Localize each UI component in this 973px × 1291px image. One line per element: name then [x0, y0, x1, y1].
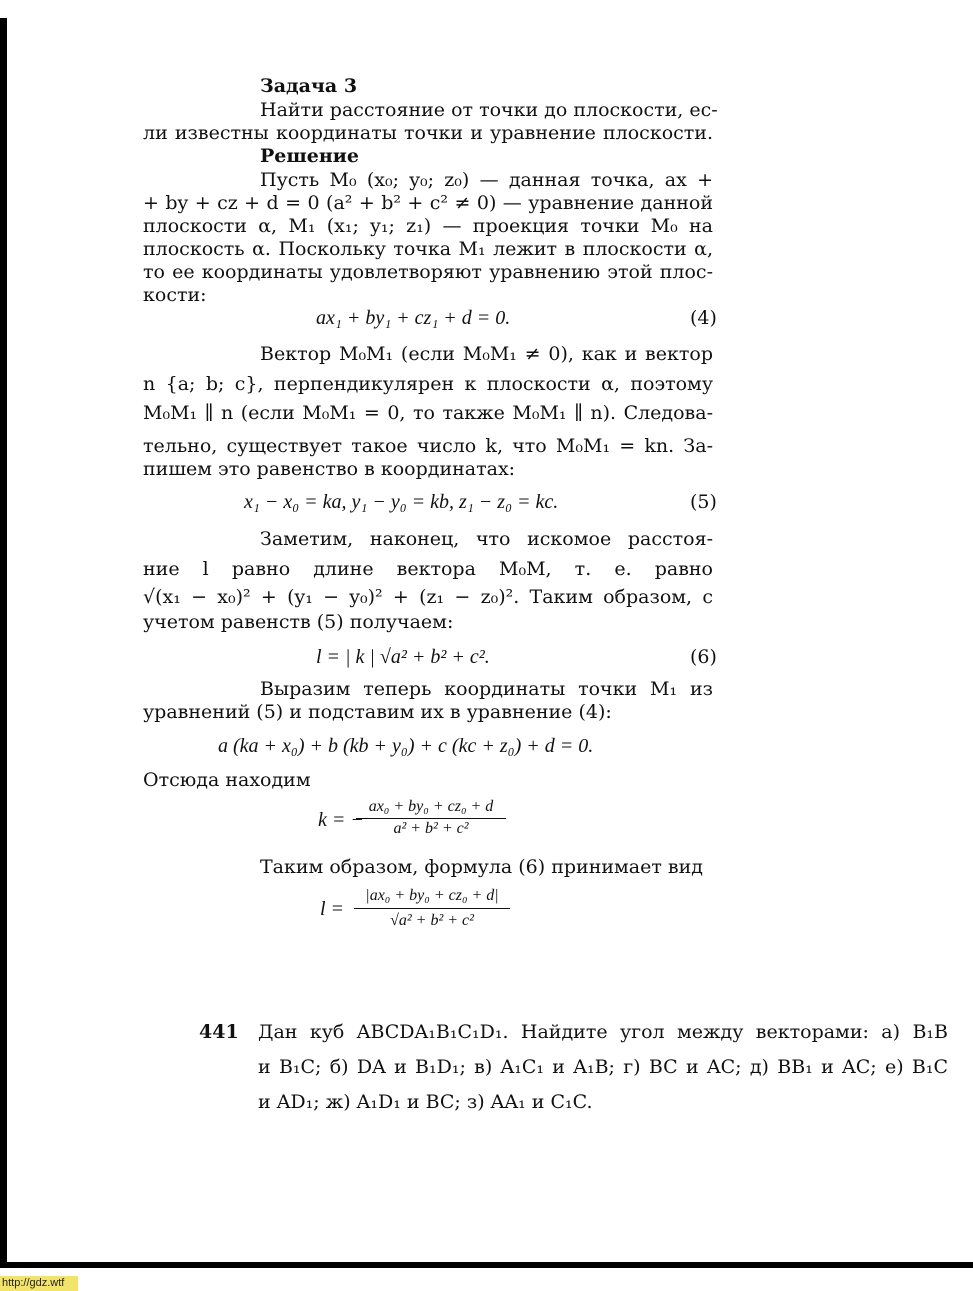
- watermark-link[interactable]: http://gdz.wtf: [0, 1276, 78, 1291]
- task-text-line: √(x₁ − x₀)² + (y₁ − y₀)² + (z₁ − z₀)². Таким образом, с: [143, 586, 713, 608]
- task-text-line: M₀M₁ ∥ n (если M₀M₁ = 0, то также M₀M₁ ∥ n). Следова-: [143, 402, 713, 424]
- task-text-line: то ее координаты удовлетворяют уравнению этой плос-: [143, 261, 713, 283]
- l-formula-lhs: l =: [320, 898, 345, 920]
- task-text-line: ли известны координаты точки и уравнение плоскости.: [143, 122, 713, 144]
- scan-left-border: [0, 18, 7, 1268]
- equation-5-number: (5): [690, 491, 717, 513]
- task-text-line: Отсюда находим: [143, 769, 311, 791]
- k-formula-fraction-bar: [356, 818, 506, 819]
- problem-text-line: Дан куб ABCDA₁B₁C₁D₁. Найдите угол между векторами: а) B₁B: [258, 1021, 948, 1043]
- task-text-line: Найти расстояние от точки до плоскости, ес-: [260, 99, 718, 121]
- equation-4: ax₁ + by₁ + cz₁ + d = 0.: [316, 307, 511, 329]
- task-text-line: пишем это равенство в координатах:: [143, 458, 516, 480]
- problem-text-line: и B₁C; б) DA и B₁D₁; в) A₁C₁ и A₁B; г) BC и AC; д) BB₁ и AC; е) B₁C: [258, 1056, 948, 1078]
- task-title: Задача 3: [260, 75, 358, 97]
- task-text-line: Выразим теперь координаты точки M₁ из: [260, 678, 713, 700]
- scan-bottom-border: [0, 1262, 973, 1268]
- task-text-line: плоскость α. Поскольку точка M₁ лежит в плоскости α,: [143, 238, 713, 260]
- task-text-line: плоскости α, M₁ (x₁; y₁; z₁) — проекция точки M₀ на: [143, 215, 713, 237]
- equation-6-number: (6): [690, 646, 717, 668]
- equation-5: x₁ − x₀ = ka, y₁ − y₀ = kb, z₁ − z₀ = kc.: [244, 491, 559, 513]
- problem-number: 441: [199, 1021, 239, 1043]
- task-text-line: тельно, существует такое число k, что M₀M₁ = kn. За-: [143, 435, 713, 457]
- task-text-line: Пусть M₀ (x₀; y₀; z₀) — данная точка, ax +: [260, 169, 713, 191]
- task-text-line: + by + cz + d = 0 (a² + b² + c² ≠ 0) — уравнение данной: [143, 192, 713, 214]
- problem-text-line: и AD₁; ж) A₁D₁ и BC; з) AA₁ и C₁C.: [258, 1091, 593, 1113]
- task-text-line: Вектор M₀M₁ (если M₀M₁ ≠ 0), как и вектор: [260, 343, 713, 365]
- equation-6: l = | k | √a² + b² + c².: [316, 646, 490, 668]
- solution-heading: Решение: [260, 145, 359, 167]
- task-text-line: учетом равенств (5) получаем:: [143, 611, 454, 633]
- task-text-line: ние l равно длине вектора M₀M, т. е. равно: [143, 558, 713, 580]
- task-text-line: кости:: [143, 284, 207, 306]
- task-text-line: n {a; b; c}, перпендикулярен к плоскости α, поэтому: [143, 373, 713, 395]
- task-text-line: Заметим, наконец, что искомое расстоя-: [260, 528, 713, 550]
- l-formula-numerator: |ax₀ + by₀ + cz₀ + d|: [365, 887, 499, 904]
- l-formula-fraction-bar: [354, 908, 510, 909]
- l-formula-denominator: √a² + b² + c²: [390, 912, 474, 929]
- k-formula-lhs: k = −: [318, 809, 364, 831]
- task-text-line: Таким образом, формула (6) принимает вид: [260, 856, 703, 878]
- k-formula-numerator: ax₀ + by₀ + cz₀ + d: [368, 798, 494, 815]
- substitution-equation: a (ka + x₀) + b (kb + y₀) + c (kc + z₀) + d = 0.: [218, 735, 594, 757]
- task-text-line: уравнений (5) и подставим их в уравнение (4):: [143, 701, 612, 723]
- equation-4-number: (4): [690, 307, 717, 329]
- k-formula-denominator: a² + b² + c²: [393, 820, 469, 837]
